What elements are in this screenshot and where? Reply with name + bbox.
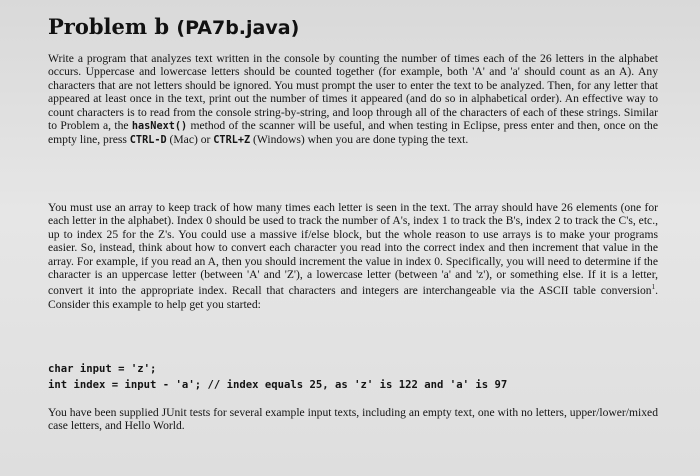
code-line-2: int index = input - 'a'; // index equals 25, as 'z' is 122 and 'a' is 97: [48, 379, 508, 391]
ctrl-z-shortcut: CTRL+Z: [213, 135, 251, 147]
array-paragraph: [48, 201, 658, 311]
heading-filename: (PA7b.java): [176, 17, 300, 39]
instructions-text-1: Write a program that analyzes text written in the console by counting the number of times each of the 26 letters in the alphabet occurs. Uppercase and lowercase letters should be counted together (for example, both 'A' and 'a' should count as an A). Any characters that are not letters should be ignored. You must prompt the user to enter the text to be analyzed. Then, for any letter that appeared at least once in the text, print out the number of times it appeared (and do so in alphabetical order). An effective way to count characters is to read from the console string-by-string, and loop through all of the characters of each of these strings. Similar to Problem a, the: [48, 52, 658, 133]
array-text-2: . Consider this example to help get you started:: [48, 284, 658, 311]
instructions-text-4: (Windows) when you are done typing the text.: [250, 133, 469, 147]
instructions-text-2: method of the scanner will be useful, and when testing in Eclipse, press enter and then, once on the empty line, press: [48, 119, 658, 147]
array-text-1: You must use an array to keep track of how many times each letter is seen in the text. The array should have 26 elements (one for each letter in the alphabet). Index 0 should be used to track the number of A's, index 1 to track the B's, index 2 to track the C's, etc., up to index 25 for the Z's. You could use a massive if/else block, but the whole reason to use arrays is to make your programs easier. So, instead, think about how to convert each character you read into the correct index and then increment that value in the array. For example, if you read an A, then you should increment the value in index 0. Specifically, you will need to determine if the character is an uppercase letter (between 'A' and 'Z'), a lowercase letter (between 'a' and 'z'), or something else. If it is a letter, convert it into the appropriate index. Recall that characters and integers are interchangeable via the ASCII table conversion: [48, 201, 658, 298]
heading-title: Problem b: [48, 14, 177, 39]
footnote-marker: 1: [651, 283, 656, 292]
instructions-paragraph: [48, 52, 658, 148]
problem-heading: [48, 14, 299, 39]
code-example: [48, 361, 507, 393]
hasnext-method-code: hasNext(): [131, 121, 188, 133]
ctrl-d-shortcut: CTRL-D: [129, 135, 167, 147]
junit-paragraph: You have been supplied JUnit tests for several example input texts, including an empty text, one with no letters, upper/lower/mixed case letters, and Hello World.: [48, 406, 658, 433]
instructions-text-3: (Mac) or: [166, 133, 214, 147]
code-line-1: char input = 'z';: [48, 363, 157, 375]
